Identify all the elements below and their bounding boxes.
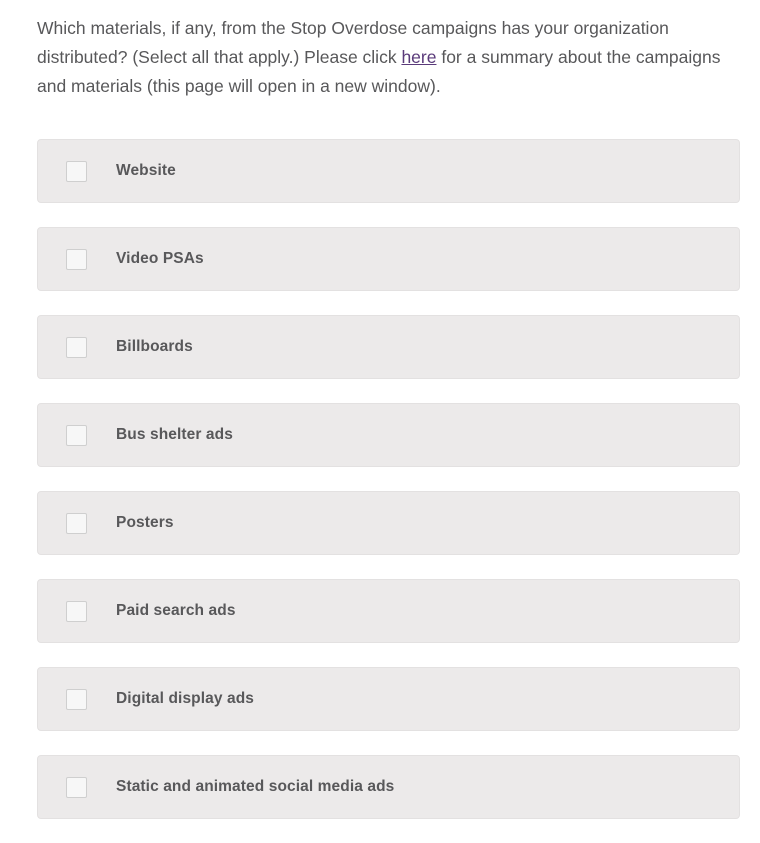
options-list [37,139,740,843]
checkbox-digital-display-ads[interactable] [66,689,87,710]
option-row-social-media-ads[interactable] [37,755,740,819]
option-row-posters[interactable] [37,491,740,555]
campaign-summary-link[interactable]: here [401,47,437,67]
checkbox-posters[interactable] [66,513,87,534]
question-text-part-2: for a summary about the campaigns and materials (this page will open in a new window). [37,47,721,96]
option-label-website: Website [116,162,176,179]
checkbox-billboards[interactable] [66,337,87,358]
option-row-paid-search-ads[interactable] [37,579,740,643]
checkbox-social-media-ads[interactable] [66,777,87,798]
checkbox-bus-shelter-ads[interactable] [66,425,87,446]
option-label-posters: Posters [116,514,174,531]
option-label-digital-display-ads: Digital display ads [116,690,254,707]
checkbox-video-psas[interactable] [66,249,87,270]
option-label-social-media-ads: Static and animated social media ads [116,778,395,795]
question-text-part-1: Which materials, if any, from the Stop Overdose campaigns has your organization distributed? (Select all that apply.) Please click [37,18,669,67]
option-row-digital-display-ads[interactable] [37,667,740,731]
checkbox-website[interactable] [66,161,87,182]
option-row-bus-shelter-ads[interactable] [37,403,740,467]
option-label-billboards: Billboards [116,338,193,355]
option-label-paid-search-ads: Paid search ads [116,602,236,619]
option-label-video-psas: Video PSAs [116,250,204,267]
option-label-bus-shelter-ads: Bus shelter ads [116,426,233,443]
checkbox-paid-search-ads[interactable] [66,601,87,622]
option-row-billboards[interactable] [37,315,740,379]
option-row-video-psas[interactable] [37,227,740,291]
question-text [37,14,727,101]
option-row-website[interactable] [37,139,740,203]
